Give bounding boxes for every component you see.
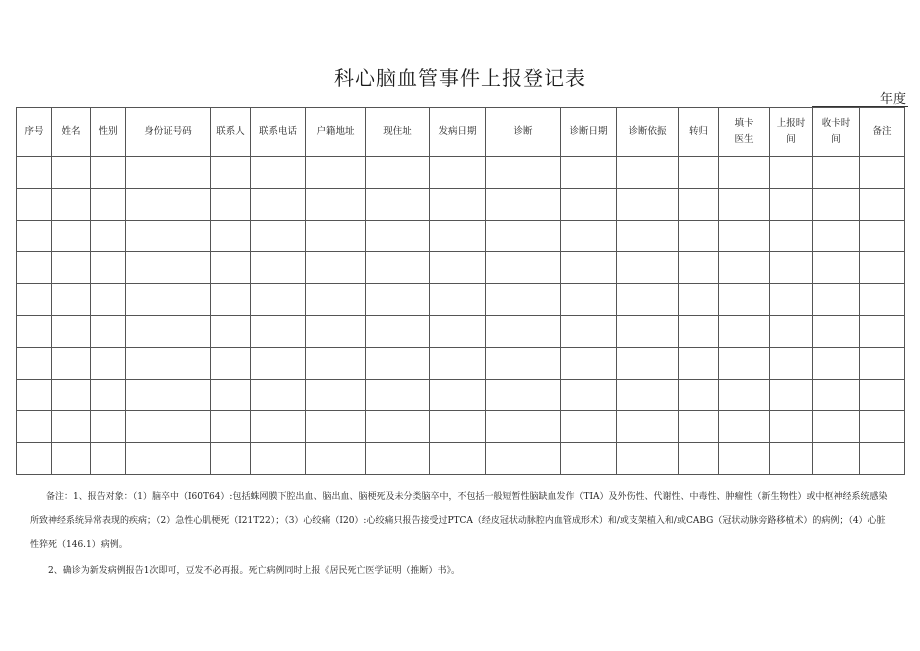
cell-phone[interactable] xyxy=(251,347,306,379)
cell-report_time[interactable] xyxy=(770,347,813,379)
cell-household_address[interactable] xyxy=(306,188,366,220)
cell-reporting_doctor[interactable] xyxy=(719,284,770,316)
column-header-seq: 序号 xyxy=(17,108,52,157)
cell-reporting_doctor[interactable] xyxy=(719,188,770,220)
cell-receive_time[interactable] xyxy=(813,157,860,189)
cell-reporting_doctor[interactable] xyxy=(719,315,770,347)
cell-receive_time[interactable] xyxy=(813,252,860,284)
cell-name[interactable] xyxy=(52,347,91,379)
cell-phone[interactable] xyxy=(251,188,306,220)
cell-diagnosis_basis[interactable] xyxy=(617,188,679,220)
document-title: 科心脑血管事件上报登记表 xyxy=(334,66,586,90)
cell-contact[interactable] xyxy=(211,411,251,443)
cell-name[interactable] xyxy=(52,252,91,284)
cell-report_time[interactable] xyxy=(770,252,813,284)
cell-name[interactable] xyxy=(52,379,91,411)
cell-seq[interactable] xyxy=(17,252,52,284)
cell-id_number[interactable] xyxy=(126,411,211,443)
cell-phone[interactable] xyxy=(251,315,306,347)
cell-outcome[interactable] xyxy=(679,379,719,411)
cell-diagnosis_basis[interactable] xyxy=(617,443,679,475)
note-item-2: 2、确诊为新发病例报告1次即可，豆发不必再报。死亡病例同时上报《居民死亡医学证明（推断）书》。 xyxy=(48,566,460,576)
cell-diagnosis[interactable] xyxy=(486,157,561,189)
cell-onset_date[interactable] xyxy=(430,220,486,252)
cell-name[interactable] xyxy=(52,157,91,189)
column-header-id_number: 身份证号码 xyxy=(126,108,211,157)
cell-seq[interactable] xyxy=(17,157,52,189)
cell-household_address[interactable] xyxy=(306,347,366,379)
cell-remarks[interactable] xyxy=(860,443,905,475)
cell-report_time[interactable] xyxy=(770,220,813,252)
cell-outcome[interactable] xyxy=(679,347,719,379)
cell-diagnosis[interactable] xyxy=(486,315,561,347)
cell-outcome[interactable] xyxy=(679,157,719,189)
cell-report_time[interactable] xyxy=(770,379,813,411)
cell-id_number[interactable] xyxy=(126,315,211,347)
cell-gender[interactable] xyxy=(91,315,126,347)
notes-section xyxy=(30,485,892,583)
cell-onset_date[interactable] xyxy=(430,411,486,443)
cell-name[interactable] xyxy=(52,411,91,443)
cell-name[interactable] xyxy=(52,188,91,220)
cell-diagnosis_basis[interactable] xyxy=(617,315,679,347)
cell-outcome[interactable] xyxy=(679,315,719,347)
cell-reporting_doctor[interactable] xyxy=(719,347,770,379)
column-header-outcome: 转归 xyxy=(679,108,719,157)
cell-remarks[interactable] xyxy=(860,188,905,220)
cell-diagnosis_basis[interactable] xyxy=(617,284,679,316)
registration-table xyxy=(16,107,905,475)
cell-remarks[interactable] xyxy=(860,379,905,411)
cell-gender[interactable] xyxy=(91,443,126,475)
cell-id_number[interactable] xyxy=(126,284,211,316)
cell-phone[interactable] xyxy=(251,157,306,189)
cell-diagnosis_date[interactable] xyxy=(561,284,617,316)
cell-id_number[interactable] xyxy=(126,188,211,220)
cell-contact[interactable] xyxy=(211,188,251,220)
column-header-contact: 联系人 xyxy=(211,108,251,157)
table-row xyxy=(17,347,905,379)
cell-diagnosis_date[interactable] xyxy=(561,220,617,252)
cell-report_time[interactable] xyxy=(770,157,813,189)
cell-onset_date[interactable] xyxy=(430,188,486,220)
column-header-onset_date: 发病日期 xyxy=(430,108,486,157)
cell-diagnosis_basis[interactable] xyxy=(617,252,679,284)
cell-diagnosis_date[interactable] xyxy=(561,347,617,379)
cell-name[interactable] xyxy=(52,220,91,252)
cell-contact[interactable] xyxy=(211,220,251,252)
cell-receive_time[interactable] xyxy=(813,220,860,252)
cell-diagnosis[interactable] xyxy=(486,188,561,220)
cell-receive_time[interactable] xyxy=(813,411,860,443)
cell-current_address[interactable] xyxy=(366,379,430,411)
cell-seq[interactable] xyxy=(17,347,52,379)
cell-onset_date[interactable] xyxy=(430,315,486,347)
cell-receive_time[interactable] xyxy=(813,347,860,379)
cell-report_time[interactable] xyxy=(770,188,813,220)
cell-receive_time[interactable] xyxy=(813,188,860,220)
cell-diagnosis_date[interactable] xyxy=(561,443,617,475)
cell-seq[interactable] xyxy=(17,220,52,252)
cell-household_address[interactable] xyxy=(306,315,366,347)
cell-outcome[interactable] xyxy=(679,188,719,220)
year-label: 年度 xyxy=(879,92,906,107)
cell-onset_date[interactable] xyxy=(430,347,486,379)
cell-seq[interactable] xyxy=(17,443,52,475)
cell-current_address[interactable] xyxy=(366,220,430,252)
column-header-diagnosis_date: 诊断日期 xyxy=(561,108,617,157)
cell-diagnosis[interactable] xyxy=(486,379,561,411)
cell-receive_time[interactable] xyxy=(813,379,860,411)
cell-current_address[interactable] xyxy=(366,347,430,379)
cell-reporting_doctor[interactable] xyxy=(719,220,770,252)
cell-outcome[interactable] xyxy=(679,284,719,316)
cell-gender[interactable] xyxy=(91,252,126,284)
cell-onset_date[interactable] xyxy=(430,157,486,189)
cell-id_number[interactable] xyxy=(126,157,211,189)
cell-diagnosis_date[interactable] xyxy=(561,315,617,347)
cell-household_address[interactable] xyxy=(306,252,366,284)
cell-current_address[interactable] xyxy=(366,157,430,189)
cell-phone[interactable] xyxy=(251,443,306,475)
cell-current_address[interactable] xyxy=(366,188,430,220)
cell-household_address[interactable] xyxy=(306,411,366,443)
cell-diagnosis[interactable] xyxy=(486,252,561,284)
cell-gender[interactable] xyxy=(91,220,126,252)
cell-phone[interactable] xyxy=(251,252,306,284)
cell-onset_date[interactable] xyxy=(430,284,486,316)
cell-gender[interactable] xyxy=(91,347,126,379)
cell-phone[interactable] xyxy=(251,411,306,443)
cell-phone[interactable] xyxy=(251,379,306,411)
table-row xyxy=(17,220,905,252)
column-header-reporting_doctor: 填卡 医生 xyxy=(719,108,770,157)
cell-seq[interactable] xyxy=(17,188,52,220)
cell-outcome[interactable] xyxy=(679,252,719,284)
column-header-remarks: 备注 xyxy=(860,108,905,157)
cell-onset_date[interactable] xyxy=(430,252,486,284)
table-row xyxy=(17,188,905,220)
cell-outcome[interactable] xyxy=(679,443,719,475)
cell-remarks[interactable] xyxy=(860,220,905,252)
cell-contact[interactable] xyxy=(211,443,251,475)
cell-receive_time[interactable] xyxy=(813,284,860,316)
cell-seq[interactable] xyxy=(17,379,52,411)
cell-reporting_doctor[interactable] xyxy=(719,379,770,411)
cell-diagnosis_basis[interactable] xyxy=(617,379,679,411)
cell-contact[interactable] xyxy=(211,379,251,411)
cell-household_address[interactable] xyxy=(306,220,366,252)
cell-contact[interactable] xyxy=(211,347,251,379)
cell-diagnosis_date[interactable] xyxy=(561,252,617,284)
column-header-phone: 联系电话 xyxy=(251,108,306,157)
column-header-current_address: 现住址 xyxy=(366,108,430,157)
cell-household_address[interactable] xyxy=(306,443,366,475)
column-header-diagnosis_basis: 诊断依振 xyxy=(617,108,679,157)
cell-remarks[interactable] xyxy=(860,252,905,284)
cell-gender[interactable] xyxy=(91,157,126,189)
cell-diagnosis_basis[interactable] xyxy=(617,411,679,443)
cell-diagnosis[interactable] xyxy=(486,443,561,475)
cell-receive_time[interactable] xyxy=(813,443,860,475)
cell-diagnosis_date[interactable] xyxy=(561,157,617,189)
column-header-household_address: 户籍地址 xyxy=(306,108,366,157)
cell-contact[interactable] xyxy=(211,284,251,316)
cell-diagnosis[interactable] xyxy=(486,411,561,443)
table-row xyxy=(17,252,905,284)
cell-name[interactable] xyxy=(52,284,91,316)
cell-contact[interactable] xyxy=(211,157,251,189)
cell-name[interactable] xyxy=(52,315,91,347)
cell-outcome[interactable] xyxy=(679,411,719,443)
cell-current_address[interactable] xyxy=(366,252,430,284)
cell-household_address[interactable] xyxy=(306,284,366,316)
table-row xyxy=(17,411,905,443)
column-header-receive_time: 收卡时 间 xyxy=(813,108,860,157)
cell-current_address[interactable] xyxy=(366,315,430,347)
cell-seq[interactable] xyxy=(17,315,52,347)
year-field[interactable] xyxy=(812,90,908,107)
cell-gender[interactable] xyxy=(91,411,126,443)
table-row xyxy=(17,315,905,347)
cell-current_address[interactable] xyxy=(366,284,430,316)
cell-outcome[interactable] xyxy=(679,220,719,252)
table-body xyxy=(17,157,905,475)
cell-diagnosis_basis[interactable] xyxy=(617,220,679,252)
cell-household_address[interactable] xyxy=(306,157,366,189)
cell-reporting_doctor[interactable] xyxy=(719,411,770,443)
cell-diagnosis[interactable] xyxy=(486,284,561,316)
cell-diagnosis[interactable] xyxy=(486,347,561,379)
column-header-name: 姓名 xyxy=(52,108,91,157)
cell-id_number[interactable] xyxy=(126,443,211,475)
cell-remarks[interactable] xyxy=(860,157,905,189)
cell-phone[interactable] xyxy=(251,220,306,252)
cell-remarks[interactable] xyxy=(860,284,905,316)
table-header-row xyxy=(17,108,905,157)
cell-report_time[interactable] xyxy=(770,411,813,443)
cell-id_number[interactable] xyxy=(126,347,211,379)
note-item-1: 备注：1、报告对象：（1）脑卒中（I60T64）:包括蛛网膜下腔出血、脑出血、脑梗死及未分类脑卒中，不包括一般短暂性脑缺血发作（TIA）及外伤性、代谢性、中毒性、肿瘤性（新生物性）或中枢神经系统感染所致神经系统异常表现的疾病；（2）急性心肌梗死（I21T22）；（3）心绞痛（I20）:心绞痛只报告接受过PTCA（经皮冠状动脉腔内血管成形术）和/或支架植入和/或CABG（冠状动脉旁路移植术）的病例；（4）心脏性猝死（146.1）病例。 xyxy=(30,492,888,550)
cell-reporting_doctor[interactable] xyxy=(719,252,770,284)
cell-diagnosis_date[interactable] xyxy=(561,411,617,443)
column-header-diagnosis: 诊断 xyxy=(486,108,561,157)
table-row xyxy=(17,284,905,316)
cell-contact[interactable] xyxy=(211,252,251,284)
cell-onset_date[interactable] xyxy=(430,443,486,475)
table-row xyxy=(17,443,905,475)
cell-diagnosis_date[interactable] xyxy=(561,188,617,220)
cell-report_time[interactable] xyxy=(770,284,813,316)
cell-phone[interactable] xyxy=(251,284,306,316)
table-row xyxy=(17,379,905,411)
column-header-report_time: 上报时 间 xyxy=(770,108,813,157)
cell-gender[interactable] xyxy=(91,379,126,411)
cell-diagnosis_date[interactable] xyxy=(561,379,617,411)
cell-remarks[interactable] xyxy=(860,315,905,347)
cell-remarks[interactable] xyxy=(860,411,905,443)
cell-id_number[interactable] xyxy=(126,252,211,284)
column-header-gender: 性别 xyxy=(91,108,126,157)
table-row xyxy=(17,157,905,189)
cell-seq[interactable] xyxy=(17,411,52,443)
cell-gender[interactable] xyxy=(91,188,126,220)
cell-id_number[interactable] xyxy=(126,379,211,411)
cell-name[interactable] xyxy=(52,443,91,475)
cell-seq[interactable] xyxy=(17,284,52,316)
cell-report_time[interactable] xyxy=(770,443,813,475)
cell-contact[interactable] xyxy=(211,315,251,347)
cell-remarks[interactable] xyxy=(860,347,905,379)
cell-report_time[interactable] xyxy=(770,315,813,347)
cell-id_number[interactable] xyxy=(126,220,211,252)
cell-diagnosis[interactable] xyxy=(486,220,561,252)
cell-diagnosis_basis[interactable] xyxy=(617,157,679,189)
cell-household_address[interactable] xyxy=(306,379,366,411)
cell-onset_date[interactable] xyxy=(430,379,486,411)
cell-reporting_doctor[interactable] xyxy=(719,443,770,475)
cell-gender[interactable] xyxy=(91,284,126,316)
cell-reporting_doctor[interactable] xyxy=(719,157,770,189)
cell-receive_time[interactable] xyxy=(813,315,860,347)
cell-diagnosis_basis[interactable] xyxy=(617,347,679,379)
cell-current_address[interactable] xyxy=(366,411,430,443)
cell-current_address[interactable] xyxy=(366,443,430,475)
